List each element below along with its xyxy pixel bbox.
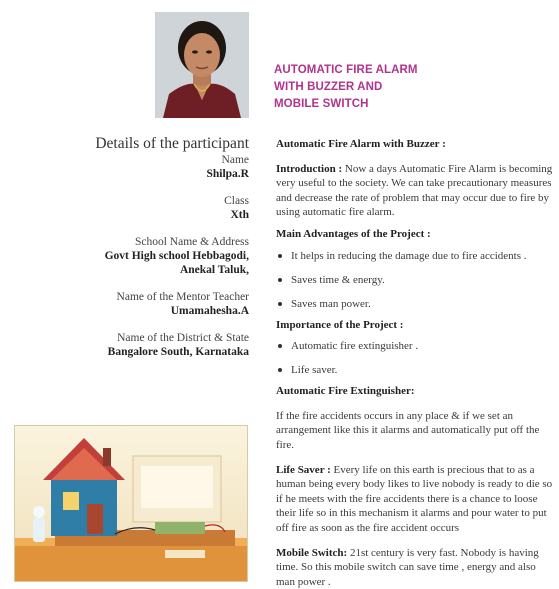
- field-class: [9, 194, 249, 222]
- advantages-list: [276, 249, 555, 311]
- list-item: [276, 297, 555, 311]
- list-item-text: Life saver.: [291, 364, 337, 376]
- field-value: Shilpa.R: [9, 167, 249, 181]
- importance-list: [276, 339, 555, 377]
- introduction-paragraph: [276, 162, 555, 220]
- list-item: [276, 249, 555, 263]
- bullet-icon: [278, 302, 282, 306]
- introduction-label: Introduction :: [276, 163, 342, 175]
- project-title: AUTOMATIC FIRE ALARM WITH BUZZER AND MOBILE SWITCH: [274, 62, 554, 113]
- mobile-switch-label: Mobile Switch:: [276, 547, 347, 559]
- advantages-heading: Main Advantages of the Project :: [276, 227, 555, 242]
- mobile-switch-text: 21st century is very fast. Nobody is having time. So this mobile switch can save time , energy and also man power .: [276, 547, 539, 588]
- list-item-text: Automatic fire extinguisher .: [291, 340, 418, 352]
- list-item: [276, 339, 555, 353]
- project-description: [276, 137, 555, 589]
- field-value: Xth: [9, 208, 249, 222]
- life-saver-paragraph: [276, 463, 555, 536]
- field-label: School Name & Address: [9, 235, 249, 249]
- list-item-text: It helps in reducing the damage due to fire accidents .: [291, 250, 527, 262]
- field-value: Govt High school Hebbagodi, Anekal Taluk,: [9, 249, 249, 277]
- article-main-heading: Automatic Fire Alarm with Buzzer :: [276, 137, 555, 152]
- bullet-icon: [278, 368, 282, 372]
- field-label: Class: [9, 194, 249, 208]
- life-saver-label: Life Saver :: [276, 464, 331, 476]
- field-district: [9, 331, 249, 359]
- field-label: Name of the District & State: [9, 331, 249, 345]
- field-school: [9, 235, 249, 277]
- field-value: Bangalore South, Karnataka: [9, 345, 249, 359]
- importance-heading: Importance of the Project :: [276, 318, 555, 333]
- field-mentor: [9, 290, 249, 318]
- participant-photo: [155, 12, 249, 118]
- bullet-icon: [278, 254, 282, 258]
- field-label: Name of the Mentor Teacher: [9, 290, 249, 304]
- mobile-switch-paragraph: [276, 546, 555, 589]
- bullet-icon: [278, 278, 282, 282]
- list-item-text: Saves man power.: [291, 298, 371, 310]
- field-value: Umamahesha.A: [9, 304, 249, 318]
- list-item: [276, 363, 555, 377]
- introduction-text: Now a days Automatic Fire Alarm is becoming very useful to the society. We can take precautionary measures and decrease the rate of problem that may occur due to fire by using automatic fire alarm.: [276, 163, 552, 219]
- extinguisher-text: If the fire accidents occurs in any place & if we set an arrangement like this it alarms and automatically put off the fire.: [276, 409, 555, 453]
- project-model-photo: [14, 425, 248, 582]
- field-label: Name: [9, 153, 249, 167]
- list-item-text: Saves time & energy.: [291, 274, 385, 286]
- bullet-icon: [278, 344, 282, 348]
- list-item: [276, 273, 555, 287]
- participant-details: [9, 135, 249, 372]
- life-saver-text: Every life on this earth is precious that to as a human being every body likes to live nobody is ready to die so if he meets with the fire accidents there is a chance to loose their life so in this mechanism it alarms and pour water to put off fire as soon as the fire accident occurs: [276, 464, 552, 534]
- details-heading: Details of the participant: [9, 135, 249, 153]
- field-name: [9, 153, 249, 181]
- extinguisher-heading: Automatic Fire Extinguisher:: [276, 384, 555, 399]
